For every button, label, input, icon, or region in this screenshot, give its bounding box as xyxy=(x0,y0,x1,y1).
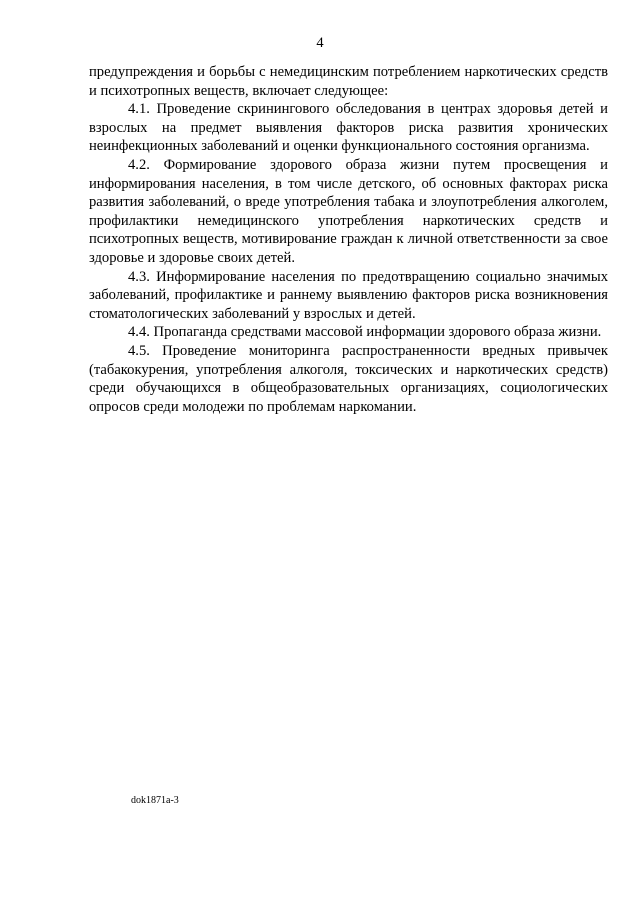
paragraph-4-1: 4.1. Проведение скринингового обследования в центрах здоровья детей и взрослых на предмет выявления факторов риска развития хронических неинфекционных заболеваний и оценки функционального состояния организма. xyxy=(89,101,608,155)
intro-paragraph: предупреждения и борьбы с немедицинским потреблением наркотических средств и психотропных веществ, включает следующее: xyxy=(89,64,608,99)
paragraph-4-5: 4.5. Проведение мониторинга распространенности вредных привычек (табакокурения, употребления алкоголя, токсических и наркотических средств) среди обучающихся в общеобразовательных организациях, социологических опросов среди молодежи по проблемам наркомании. xyxy=(89,342,608,415)
paragraph-4-3: 4.3. Информирование населения по предотвращению социально значимых заболеваний, профилактике и раннему выявлению факторов риска возникновения стоматологических заболеваний у взрослых и детей. xyxy=(89,268,608,322)
document-code: dok1871a-3 xyxy=(131,795,179,806)
paragraph-4-2: 4.2. Формирование здорового образа жизни путем просвещения и информирования населения, в том числе детского, об основных факторах риска развития заболеваний, о вреде употребления табака и злоупотребления алкоголем, профилактики немедицинского употребления наркотических средств и психотропных веществ, мотивирование граждан к личной ответственности за свое здоровье и здоровье своих детей. xyxy=(89,156,608,266)
page-number: 4 xyxy=(316,35,324,51)
document-body xyxy=(89,63,608,416)
paragraph-4-4: 4.4. Пропаганда средствами массовой информации здорового образа жизни. xyxy=(128,324,602,341)
